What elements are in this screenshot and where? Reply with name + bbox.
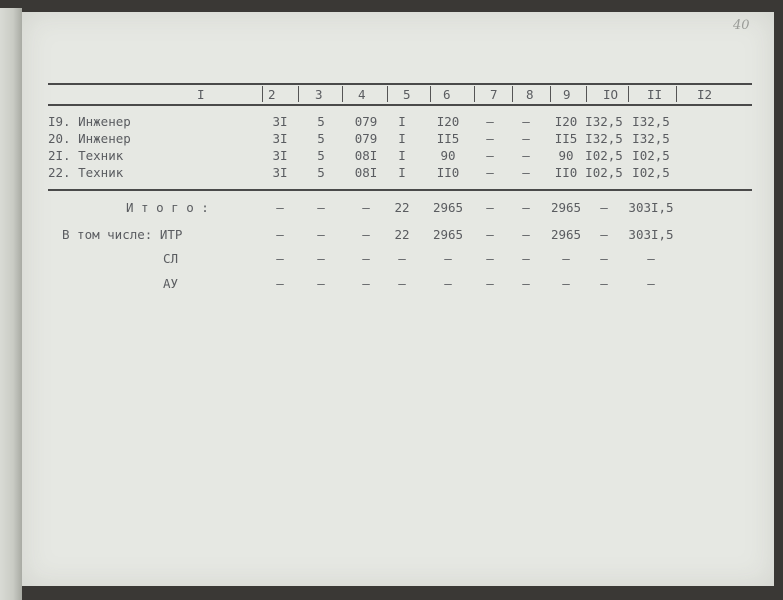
table-cell: II5 — [436, 131, 460, 146]
table-cell: II0 — [554, 165, 578, 180]
table-cell: I20 — [554, 114, 578, 129]
total-cell: – — [276, 227, 284, 242]
total-cell: – — [444, 251, 452, 266]
total-cell: – — [317, 227, 325, 242]
total-cell: – — [486, 227, 494, 242]
header-top-rule — [48, 83, 752, 85]
total-cell: – — [600, 227, 608, 242]
total-cell: 303I,5 — [628, 227, 674, 242]
total-cell: 2965 — [550, 200, 582, 215]
column-separator — [387, 86, 388, 102]
total-cell: – — [276, 276, 284, 291]
column-header: 7 — [490, 87, 498, 102]
total-cell: 2965 — [432, 200, 464, 215]
total-cell: 2965 — [432, 227, 464, 242]
total-label: В том числе: ИТР — [62, 227, 183, 242]
table-cell: 5 — [317, 131, 325, 146]
table-cell: 08I — [354, 148, 378, 163]
column-header: 6 — [443, 87, 451, 102]
total-label: И т о г о : — [126, 200, 209, 215]
row-label: 22. Техник — [48, 165, 124, 180]
table-cell: 079 — [354, 131, 378, 146]
column-header: 2 — [268, 87, 276, 102]
table-cell: 5 — [317, 148, 325, 163]
binding-edge — [0, 8, 22, 600]
column-header: I2 — [697, 87, 713, 102]
table-cell: I — [398, 131, 406, 146]
total-cell: – — [398, 251, 406, 266]
column-header: 4 — [358, 87, 366, 102]
total-cell: – — [647, 276, 655, 291]
total-cell: – — [600, 276, 608, 291]
total-cell: 22 — [394, 200, 410, 215]
table-cell: I02,5 — [585, 148, 623, 163]
column-separator — [628, 86, 629, 102]
table-cell: 5 — [317, 114, 325, 129]
table-cell: I32,5 — [585, 131, 623, 146]
body-bottom-rule — [48, 189, 752, 191]
total-cell: – — [317, 276, 325, 291]
column-header: I — [197, 87, 205, 102]
total-cell: – — [362, 276, 370, 291]
table-cell: 08I — [354, 165, 378, 180]
header-bottom-rule — [48, 104, 752, 106]
table-cell: 3I — [272, 131, 288, 146]
column-header: 8 — [526, 87, 534, 102]
table-cell: 079 — [354, 114, 378, 129]
table-cell: 90 — [558, 148, 574, 163]
column-separator — [298, 86, 299, 102]
total-cell: – — [522, 276, 530, 291]
total-cell: – — [486, 251, 494, 266]
table-cell: – — [486, 165, 494, 180]
column-header: 3 — [315, 87, 323, 102]
total-cell: – — [647, 251, 655, 266]
table-cell: – — [486, 148, 494, 163]
column-separator — [586, 86, 587, 102]
table-cell: 3I — [272, 114, 288, 129]
total-cell: – — [317, 200, 325, 215]
row-label: I9. Инженер — [48, 114, 131, 129]
total-cell: – — [444, 276, 452, 291]
column-separator — [262, 86, 263, 102]
table-cell: I32,5 — [632, 131, 670, 146]
total-label: СЛ — [163, 251, 179, 266]
total-cell: 2965 — [550, 227, 582, 242]
table-cell: I02,5 — [585, 165, 623, 180]
total-cell: – — [486, 276, 494, 291]
column-separator — [676, 86, 677, 102]
table-cell: – — [486, 131, 494, 146]
table-cell: I32,5 — [585, 114, 623, 129]
table-cell: 90 — [440, 148, 456, 163]
column-separator — [474, 86, 475, 102]
table-cell: – — [522, 131, 530, 146]
table-cell: I20 — [436, 114, 460, 129]
total-cell: – — [486, 200, 494, 215]
total-cell: 303I,5 — [628, 200, 674, 215]
total-cell: 22 — [394, 227, 410, 242]
total-cell: – — [522, 227, 530, 242]
total-cell: – — [276, 251, 284, 266]
total-label: АУ — [163, 276, 179, 291]
table-cell: – — [522, 148, 530, 163]
total-cell: – — [600, 251, 608, 266]
table-cell: – — [522, 114, 530, 129]
table-cell: 3I — [272, 148, 288, 163]
total-cell: – — [600, 200, 608, 215]
column-separator — [342, 86, 343, 102]
table-cell: – — [486, 114, 494, 129]
column-separator — [550, 86, 551, 102]
total-cell: – — [276, 200, 284, 215]
total-cell: – — [362, 251, 370, 266]
total-cell: – — [362, 200, 370, 215]
page-number: 40 — [733, 18, 750, 33]
total-cell: – — [317, 251, 325, 266]
total-cell: – — [362, 227, 370, 242]
total-cell: – — [562, 251, 570, 266]
total-cell: – — [398, 276, 406, 291]
column-separator — [512, 86, 513, 102]
table-cell: I02,5 — [632, 148, 670, 163]
total-cell: – — [562, 276, 570, 291]
table-cell: 3I — [272, 165, 288, 180]
column-header: II — [647, 87, 663, 102]
column-separator — [430, 86, 431, 102]
table-cell: I — [398, 165, 406, 180]
table-cell: II0 — [436, 165, 460, 180]
row-label: 2I. Техник — [48, 148, 124, 163]
table-cell: I — [398, 114, 406, 129]
table-cell: I — [398, 148, 406, 163]
column-header: 9 — [563, 87, 571, 102]
total-cell: – — [522, 251, 530, 266]
table-cell: 5 — [317, 165, 325, 180]
table-cell: – — [522, 165, 530, 180]
table-cell: I02,5 — [632, 165, 670, 180]
column-header: IO — [603, 87, 619, 102]
table-cell: II5 — [554, 131, 578, 146]
table-cell: I32,5 — [632, 114, 670, 129]
column-header: 5 — [403, 87, 411, 102]
total-cell: – — [522, 200, 530, 215]
row-label: 20. Инженер — [48, 131, 131, 146]
